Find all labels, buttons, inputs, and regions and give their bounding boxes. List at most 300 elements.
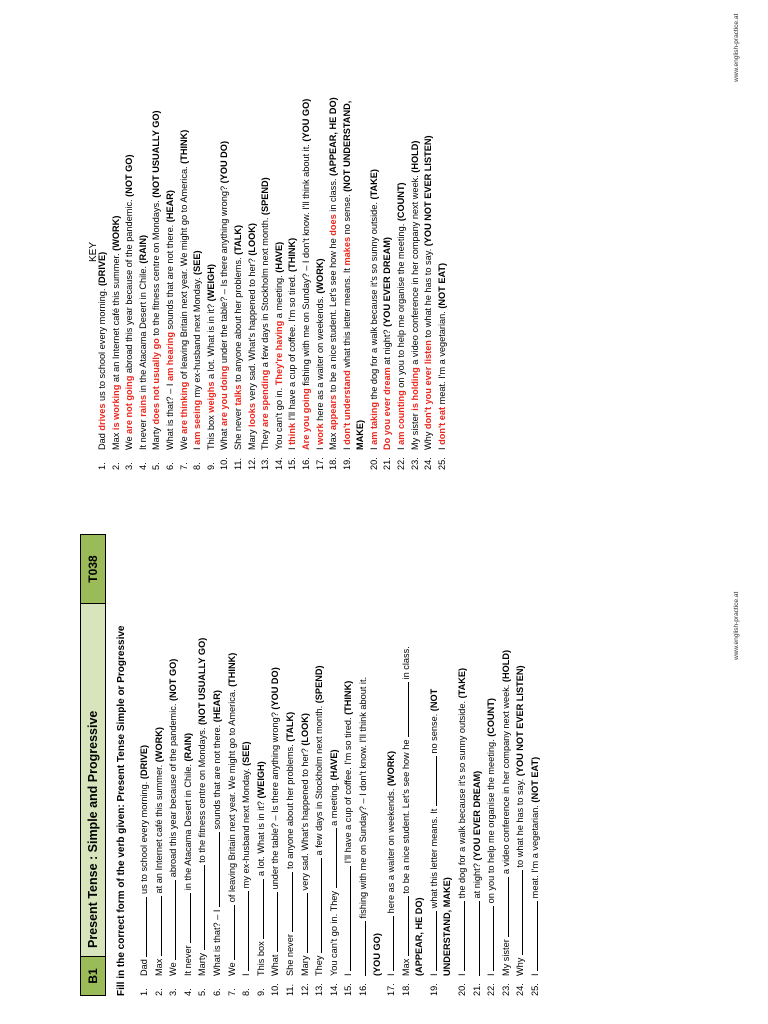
exercise-item (327, 534, 342, 996)
verb-hint: (HAVE) (273, 241, 284, 273)
answer-blank[interactable] (152, 896, 162, 956)
item-number: 12. (246, 457, 257, 470)
item-prefix: You can't go in. (273, 387, 284, 450)
answer-blank[interactable] (298, 893, 308, 953)
verb-hint: (WORK) (110, 215, 121, 251)
verb-hint: (SPEND) (314, 665, 325, 704)
answer-text: talks (232, 384, 243, 406)
verb-hint: (HOLD) (409, 140, 420, 173)
item-number: 1. (97, 462, 107, 470)
key-item (232, 30, 246, 470)
exercise-item (210, 534, 225, 996)
item-text: here as a waiter on weekends. (314, 296, 325, 421)
verb-hint: (HEAR) (211, 690, 222, 723)
item-number: 13. (314, 983, 325, 996)
item-number: 14. (328, 983, 339, 996)
answer-text-2: makes (341, 236, 352, 266)
answer-key-panel (96, 30, 456, 470)
item-prefix: Marty (197, 953, 208, 976)
verb-hint: (NOT USUALLY GO) (197, 637, 208, 725)
item-text: of leaving Britain next year. We might go to America. (178, 166, 189, 380)
item-prefix: I (192, 447, 203, 450)
item-prefix: Dad (97, 433, 107, 450)
item-prefix: They (260, 429, 271, 450)
exercise-item (470, 534, 485, 996)
item-number: 18. (328, 457, 339, 470)
item-text: my ex-husband next Monday. (241, 768, 252, 889)
answer-text: Do you ever dream (382, 367, 393, 450)
item-number: 15. (343, 983, 354, 996)
key-item (409, 30, 423, 470)
item-text: very sad. What's happened to her? (299, 748, 310, 891)
key-item (395, 30, 409, 470)
verb-hint: (TALK) (232, 224, 243, 255)
answer-text: don't you ever listen (423, 340, 434, 430)
exercise-item (484, 534, 499, 996)
item-number: 19. (341, 457, 352, 470)
answer-text: don't eat (436, 406, 447, 445)
answer-blank[interactable] (225, 905, 235, 960)
item-prefix: This box (255, 941, 266, 976)
answer-text: weighs (205, 381, 216, 413)
key-item (191, 30, 205, 470)
key-item (259, 30, 273, 470)
item-number: 19. (428, 983, 439, 996)
item-text: to anyone about her problems. (232, 257, 243, 383)
verb-hint: (COUNT) (396, 182, 407, 222)
answer-blank-2[interactable] (399, 682, 409, 737)
item-number: 12. (299, 983, 310, 996)
verb-hint: (WEIGH) (205, 264, 216, 302)
item-text: sounds that are not there. (211, 724, 222, 830)
key-item (341, 30, 368, 470)
answer-text: appears (328, 394, 339, 431)
item-text: a lot. What is in it? (205, 303, 216, 379)
answer-blank[interactable] (195, 865, 205, 950)
exercise-item (283, 534, 298, 996)
answer-text: am counting (396, 390, 407, 445)
item-text: to the fitness centre on Mondays. (197, 727, 208, 863)
item-prefix: We (168, 962, 179, 976)
item-number: 8. (192, 462, 203, 470)
answer-text: drives (97, 403, 107, 431)
item-prefix: They (314, 955, 325, 976)
item-text: what this letter means. It (341, 268, 352, 368)
verb-hint: (THINK) (178, 129, 189, 164)
item-number: 24. (423, 457, 434, 470)
exercise-item (195, 534, 210, 996)
item-text: the dog for a walk because it's so sunny outside. (457, 700, 468, 899)
item-number: 13. (260, 457, 271, 470)
key-item (218, 30, 232, 470)
key-item (150, 30, 164, 470)
exercise-item (137, 534, 152, 996)
verb-hint: (LOOK) (299, 713, 310, 746)
answer-text: are spending (260, 369, 271, 427)
verb-hint: (RAIN) (137, 234, 148, 264)
worksheet-title: Present Tense : Simple and Progressive (81, 603, 105, 956)
answer-blank[interactable] (312, 858, 322, 953)
item-text: abroad this year because of the pandemic. (168, 703, 179, 878)
verb-hint-continued: (APPEAR, HE DO) (414, 897, 425, 976)
verb-hint: (WORK) (386, 750, 397, 787)
exercise-item (181, 534, 196, 996)
verb-hint: (NOT EAT) (530, 756, 541, 803)
answer-text-2: does (328, 214, 339, 236)
item-prefix: I (428, 973, 439, 976)
verb-hint: (YOU NOT EVER LISTEN) (423, 135, 434, 247)
item-prefix: My sister (409, 413, 420, 450)
key-item (300, 30, 314, 470)
verb-hint: (RAIN) (182, 732, 193, 762)
item-text-2: no sense. (428, 713, 439, 754)
item-number: 11. (284, 983, 295, 996)
item-number: 11. (232, 457, 243, 470)
verb-hint: (DRIVE) (139, 744, 149, 780)
exercise-item (268, 534, 283, 996)
item-text-2: no sense. (341, 194, 352, 235)
verb-hint: (HEAR) (164, 190, 175, 223)
verb-hint: (THINK) (343, 680, 354, 715)
key-item (314, 30, 328, 470)
item-number: 2. (110, 462, 121, 470)
verb-hint: (HOLD) (500, 649, 511, 683)
item-text-2: in class. (328, 178, 339, 212)
item-prefix: She never (232, 408, 243, 450)
item-prefix: My sister (500, 939, 511, 976)
item-prefix: I (368, 447, 379, 450)
item-text: to the fitness centre on Mondays. (151, 200, 162, 336)
item-number: 17. (386, 983, 397, 996)
item-number: 25. (436, 457, 447, 470)
item-number: 23. (409, 457, 420, 470)
item-number: 21. (471, 983, 482, 996)
verb-hint: (NOT USUALLY GO) (151, 110, 162, 198)
exercise-item (528, 534, 543, 996)
verb-hint-continued: (YOU GO) (371, 933, 382, 976)
item-text: at night? (382, 329, 393, 365)
item-number: 10. (219, 457, 230, 470)
item-prefix: I (457, 973, 468, 976)
exercise-item (427, 534, 455, 996)
item-number: 22. (486, 983, 497, 996)
exercise-list (137, 534, 543, 996)
item-text: here as a waiter on weekends. (386, 788, 397, 914)
item-text: at an Internet café this summer. (110, 253, 121, 383)
item-prefix: We (226, 962, 237, 976)
answer-blank[interactable] (210, 832, 220, 907)
item-prefix: This box (205, 415, 216, 450)
verb-hint: (NOT GO) (168, 658, 179, 702)
answer-text: am seeing (192, 399, 203, 445)
item-text: on you to help me organise the meeting. (396, 223, 407, 388)
item-number: 17. (314, 457, 325, 470)
item-number: 7. (178, 462, 189, 470)
item-text: a video conference in her company next week. (500, 684, 511, 875)
exercise-item (312, 534, 327, 996)
item-number: 3. (124, 462, 135, 470)
item-text: I'll have a cup of coffee. I'm so tired. (287, 274, 298, 421)
key-item (327, 30, 341, 470)
item-number: 10. (270, 983, 281, 996)
answer-blank-2[interactable] (427, 756, 437, 806)
key-item (205, 30, 219, 470)
item-number: 6. (164, 462, 175, 470)
item-number: 8. (241, 988, 252, 996)
item-text-2: in class. (400, 646, 411, 680)
verb-hint: (THINK) (287, 237, 298, 272)
item-prefix: I (343, 973, 354, 976)
item-text: under the table? – Is there anything wrong? (219, 185, 230, 364)
item-number: 9. (255, 988, 266, 996)
exercise-item (341, 534, 356, 996)
answer-blank[interactable] (137, 897, 147, 957)
key-item (286, 30, 300, 470)
key-item (436, 30, 450, 470)
item-number: 15. (287, 457, 298, 470)
verb-hint: (YOU EVER DREAM) (382, 237, 393, 327)
answer-blank[interactable] (181, 893, 191, 943)
item-text: in the Atacama Desert in Chile. (137, 266, 148, 393)
verb-hint: (SEE) (192, 250, 203, 275)
answer-blank[interactable] (254, 879, 264, 939)
item-prefix: Why (515, 957, 526, 976)
item-prefix: I (486, 973, 497, 976)
key-item (368, 30, 382, 470)
level-badge: B1 (81, 956, 105, 995)
item-number: 18. (400, 983, 411, 996)
item-prefix: It never (137, 419, 148, 450)
item-text: of leaving Britain next year. We might go to America. (226, 689, 237, 903)
item-number: 4. (182, 988, 193, 996)
answer-text: am hearing (164, 332, 175, 382)
verb-hint: (LOOK) (246, 223, 257, 256)
item-prefix: What is that? – I (164, 383, 175, 450)
item-text: I'll have a cup of coffee. I'm so tired. (343, 717, 354, 864)
item-prefix: Mary (246, 429, 257, 450)
answer-blank[interactable] (470, 901, 480, 976)
key-item (110, 30, 124, 470)
item-number: 3. (168, 988, 179, 996)
answer-blank[interactable] (384, 916, 394, 971)
verb-hint: (WORK) (314, 258, 325, 294)
item-prefix: She never (284, 934, 295, 976)
verb-hint: (THINK) (226, 652, 237, 687)
answer-blank[interactable] (356, 921, 366, 976)
item-text: fishing with me on Sunday? – I don't know. I'll think about it. (300, 144, 311, 386)
item-text: to be a nice student. Let's see how he (400, 739, 411, 894)
item-text: under the table? – Is there anything wrong? (270, 712, 281, 890)
verb-hint: (WEIGH) (255, 761, 266, 799)
item-prefix: You can't go in. They (328, 890, 339, 976)
key-item (178, 30, 192, 470)
item-text: a video conference in her company next week. (409, 175, 420, 365)
verb-hint: (WORK) (153, 727, 164, 763)
item-number: 9. (205, 462, 216, 470)
item-text: on you to help me organise the meeting. (486, 739, 497, 904)
item-text: at an Internet café this summer. (153, 764, 164, 894)
item-number: 5. (151, 462, 162, 470)
item-text: to be a nice student. Let's see how he (328, 238, 339, 393)
verb-hint: (HAVE) (328, 749, 339, 781)
item-number: 22. (396, 457, 407, 470)
item-text: sounds that are not there. (164, 224, 175, 330)
exercise-item (298, 534, 313, 996)
answer-blank[interactable] (341, 866, 351, 971)
answer-text: rains (137, 394, 148, 417)
item-text: at night? (471, 863, 482, 899)
exercise-item (254, 534, 269, 996)
item-text: a few days in Stockholm next month. (260, 217, 271, 368)
answer-blank[interactable] (268, 892, 278, 952)
item-text: very sad. What's happened to her? (246, 258, 257, 401)
item-number: 6. (211, 988, 222, 996)
answer-text: looks (246, 403, 257, 428)
answer-blank[interactable] (327, 828, 337, 888)
item-number: 4. (137, 462, 148, 470)
footer-url: www.english-practice.at (733, 591, 740, 660)
exercise-item (455, 534, 470, 996)
item-text: a meeting. (328, 782, 339, 826)
answer-blank[interactable] (499, 877, 509, 937)
item-text: to anyone about her problems. (284, 744, 295, 869)
item-text: fishing with me on Sunday? – I don't know. I'll think about it. (357, 676, 368, 919)
item-number: 20. (368, 457, 379, 470)
key-item (273, 30, 287, 470)
item-text: us to school every morning. (97, 288, 107, 401)
answer-text: are thinking (178, 381, 189, 434)
item-prefix: I (436, 447, 447, 450)
verb-hint: (APPEAR, HE DO) (328, 97, 339, 176)
item-prefix: We (178, 436, 189, 450)
answer-text: does not usually go (151, 338, 162, 425)
item-prefix: Dad (139, 959, 149, 976)
answer-text: They're having (273, 320, 284, 386)
item-prefix: What is that? – I (211, 909, 222, 976)
item-text: what this letter means. It (428, 808, 439, 909)
item-number: 23. (500, 983, 511, 996)
item-text: my ex-husband next Monday. (192, 277, 203, 398)
item-number: 2. (153, 988, 164, 996)
answer-text: is working (110, 384, 121, 431)
item-number: 20. (457, 983, 468, 996)
exercise-item (225, 534, 240, 996)
answer-text: don't understand (341, 370, 352, 445)
verb-hint-continued: UNDERSTAND, MAKE) (442, 877, 453, 976)
item-prefix: I (241, 973, 252, 976)
verb-hint: (NOT EAT) (436, 262, 447, 309)
key-item (164, 30, 178, 470)
verb-hint: (YOU GO) (300, 98, 311, 142)
answer-blank[interactable] (513, 870, 523, 955)
item-text: meat. I'm a vegetarian. (436, 311, 447, 405)
key-item (137, 30, 151, 470)
verb-hint: (SEE) (241, 741, 252, 766)
answer-blank[interactable] (427, 911, 437, 971)
item-text: to what he has to say. (515, 778, 526, 868)
item-text: meat. I'm a vegetarian. (530, 805, 541, 899)
item-number: 1. (139, 988, 149, 996)
answer-key-list (96, 30, 449, 470)
item-text: a few days in Stockholm next month. (314, 705, 325, 856)
item-prefix: Max (328, 432, 339, 450)
item-text: in the Atacama Desert in Chile. (182, 764, 193, 891)
answer-text: think (287, 422, 298, 445)
exercise-item (239, 534, 254, 996)
answer-text: am taking (368, 401, 379, 445)
exercise-panel (80, 534, 541, 996)
item-prefix: Max (153, 958, 164, 976)
answer-blank[interactable] (528, 901, 538, 971)
verb-hint: (TAKE) (457, 667, 468, 699)
verb-hint: (YOU NOT EVER LISTEN) (515, 665, 526, 777)
verb-hint: (COUNT) (486, 698, 497, 737)
item-prefix: What (219, 428, 230, 450)
verb-hint: (NOT GO) (124, 154, 135, 197)
item-number: 25. (530, 983, 541, 996)
answer-text: work (314, 423, 325, 445)
exercise-item (513, 534, 528, 996)
key-item (246, 30, 260, 470)
verb-hint-continued: MAKE) (355, 419, 366, 450)
item-prefix: Max (400, 958, 411, 976)
answer-blank[interactable] (455, 901, 465, 971)
exercise-item (499, 534, 514, 996)
item-number: 7. (226, 988, 237, 996)
item-prefix: I (287, 447, 298, 450)
exercise-item (384, 534, 399, 996)
answer-blank[interactable] (484, 906, 494, 971)
answer-text: are not going (124, 375, 135, 434)
verb-hint: (NOT UNDERSTAND, (341, 100, 352, 192)
verb-hint-2: (NOT (428, 688, 439, 712)
item-prefix: I (314, 447, 325, 450)
item-text: the dog for a walk because it's so sunny outside. (368, 202, 379, 400)
item-text: us to school every morning. (139, 781, 149, 895)
item-number: 16. (357, 983, 368, 996)
footer-url-key: www.english-practice.at (733, 13, 740, 82)
item-text: to what he has to say. (423, 248, 434, 338)
item-prefix: I (396, 447, 407, 450)
exercise-item (399, 534, 427, 996)
answer-blank[interactable] (283, 872, 293, 932)
item-number: 24. (515, 983, 526, 996)
item-prefix: We (124, 436, 135, 450)
item-number: 16. (300, 457, 311, 470)
key-label: KEY (88, 241, 99, 262)
answer-blank[interactable] (399, 896, 409, 956)
verb-hint: (YOU DO) (270, 667, 281, 710)
answer-text: is holding (409, 367, 420, 411)
key-item (123, 30, 137, 470)
item-prefix: I (341, 447, 352, 450)
item-prefix: I (530, 973, 541, 976)
answer-blank[interactable] (166, 880, 176, 960)
item-number: 21. (382, 457, 393, 470)
item-text: a lot. What is in it? (255, 801, 266, 877)
exercise-item (152, 534, 167, 996)
verb-hint: (DRIVE) (97, 251, 107, 287)
item-prefix: Max (110, 432, 121, 450)
exercise-item (166, 534, 181, 996)
verb-hint: (SPEND) (260, 177, 271, 216)
item-text: a meeting. (273, 275, 284, 319)
item-prefix: It never (182, 945, 193, 976)
item-prefix: Why (423, 431, 434, 450)
worksheet-header (80, 534, 106, 996)
answer-blank[interactable] (239, 891, 249, 971)
exercise-item (356, 534, 384, 996)
